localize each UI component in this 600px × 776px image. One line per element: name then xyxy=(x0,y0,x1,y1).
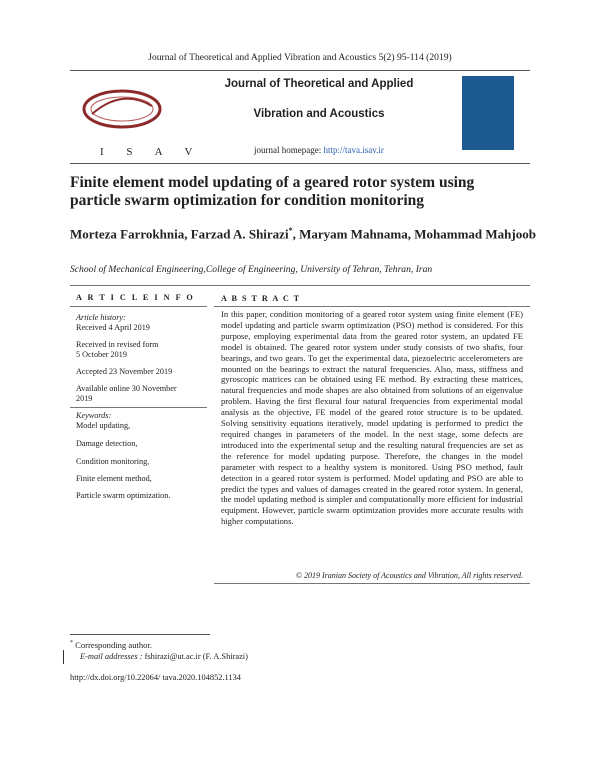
doi-link[interactable]: http://dx.doi.org/10.22064/ tava.2020.104852.1134 xyxy=(70,673,241,682)
email-value: fshirazi@ut.ac.ir (F. A.Shirazi) xyxy=(144,652,248,661)
article-history-label: Article history: xyxy=(76,313,126,322)
abstract-text: In this paper, condition monitoring of a geared rotor system using finite element (FE) model updating and particle swarm optimization (PSO) method is considered. For this purpose, employing experimental data from the geared rotor system, an updated FE model is obtained. The geared rotor system under study consists of two shafts, four bearings, and two gears. To get the experimental data, piezoelectric accelerometers are mounted on the bearings to extract the natural frequencies. Also, mass, stiffness and gyroscopic matrices can be obtained using FE method. By extracting these matrices, natural frequencies and mode shapes are also obtained from solutions of an eigenvalue problem. Having the first flexural four natural frequencies from experimental modal analysis as the objective, FE model of the geared rotor structure is to be updated. Solving sensitivity equations iteratively, model updating is performed to predict the required changes in parameters of the model. In the next stage, some defects are introduced into the experimental setup and the resulting natural frequencies are set as the reference for model updating purpose. Therefore, the changes in the model parameter with respect to a healthy system is monitored. Using PSO method, fault detection in a geared rotor system is performed. Model updating and PSO are able to predict the types and values of damages created in the geared rotor system. In general, the model updating method is simpler and computationally more efficient for industrial equipment. However, particle swarm optimization provides more accurate results with higher computations. xyxy=(221,309,523,527)
revised-line2: 5 October 2019 xyxy=(76,350,127,359)
running-header: Journal of Theoretical and Applied Vibration and Acoustics 5(2) 95-114 (2019) xyxy=(148,52,452,63)
abstract-heading: A B S T R A C T xyxy=(221,294,301,303)
corresponding-mark: * xyxy=(288,226,293,235)
corresponding-text: Corresponding author. xyxy=(73,640,153,650)
divider xyxy=(70,306,207,307)
paper-title: Finite element model updating of a geared rotor system using particle swarm optimization for condition monitoring xyxy=(70,174,475,209)
article-info-heading: A R T I C L E I N F O xyxy=(76,293,195,302)
accepted-date: Accepted 23 November 2019 xyxy=(76,367,173,376)
journal-cover-image xyxy=(462,76,514,150)
paper-authors xyxy=(70,223,540,242)
footnote-rule xyxy=(70,634,210,635)
copyright-notice: © 2019 Iranian Society of Acoustics and Vibration, All rights reserved. xyxy=(295,571,523,580)
revised-line1: Received in revised form xyxy=(76,340,159,349)
keywords-label: Keywords: xyxy=(76,411,112,420)
divider xyxy=(70,407,207,408)
text-cursor-bar xyxy=(63,650,64,664)
email-label: E-mail addresses : xyxy=(80,652,145,661)
online-line2: 2019 xyxy=(76,394,93,403)
homepage-label: journal homepage: xyxy=(254,145,324,155)
authors-first: Morteza Farrokhnia, Farzad A. Shirazi xyxy=(70,226,289,242)
keyword-item: Condition monitoring, xyxy=(76,457,150,466)
journal-title-line2: Vibration and Acoustics xyxy=(253,108,385,120)
homepage-link[interactable]: http://tava.isav.ir xyxy=(323,145,384,155)
journal-homepage xyxy=(209,145,429,155)
isav-logo-text: I S A V xyxy=(100,146,203,158)
footnote-mark: * xyxy=(70,640,73,647)
divider xyxy=(214,306,530,307)
journal-title-line1: Journal of Theoretical and Applied xyxy=(224,78,414,90)
isav-logo xyxy=(78,84,166,134)
email-note xyxy=(80,652,248,661)
keyword-item: Finite element method, xyxy=(76,474,152,483)
corresponding-author-note xyxy=(70,640,152,650)
received-date: Received 4 April 2019 xyxy=(76,323,150,332)
authors-rest: , Maryam Mahnama, Mohammad Mahjoob xyxy=(292,226,536,242)
keyword-item: Damage detection, xyxy=(76,439,138,448)
divider xyxy=(214,583,530,584)
affiliation: School of Mechanical Engineering,College of Engineering, University of Tehran, Tehran, Iran xyxy=(70,264,433,275)
keyword-item: Particle swarm optimization. xyxy=(76,491,171,500)
divider xyxy=(70,285,530,286)
online-line1: Available online 30 November xyxy=(76,384,177,393)
keyword-item: Model updating, xyxy=(76,421,131,430)
